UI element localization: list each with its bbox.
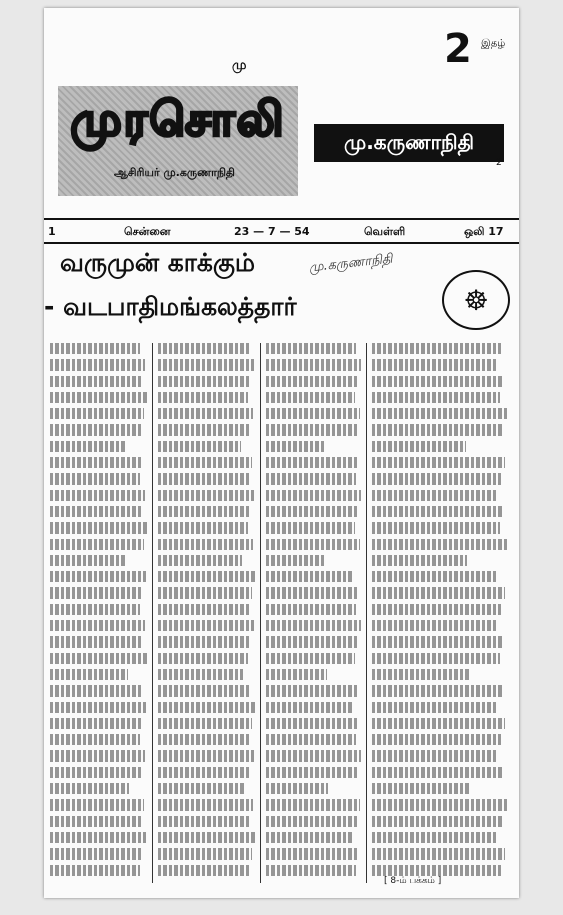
text-line xyxy=(50,522,147,533)
text-line xyxy=(372,473,501,484)
text-line xyxy=(50,490,145,501)
text-line xyxy=(158,685,250,696)
text-line xyxy=(158,539,253,550)
text-line xyxy=(50,865,140,876)
text-line xyxy=(372,799,507,810)
text-line xyxy=(158,343,249,354)
issue: ஒலி 17 xyxy=(464,225,504,238)
column-divider xyxy=(260,343,261,883)
text-line xyxy=(50,767,142,778)
text-line xyxy=(50,832,146,843)
newspaper-page xyxy=(44,8,519,898)
text-line xyxy=(266,783,328,794)
text-line xyxy=(158,816,250,827)
text-line xyxy=(158,490,254,501)
text-line xyxy=(158,799,253,810)
text-line xyxy=(372,604,501,615)
text-line xyxy=(50,750,145,761)
text-line xyxy=(266,376,358,387)
column-2 xyxy=(158,343,256,881)
text-line xyxy=(50,718,143,729)
text-line xyxy=(158,783,244,794)
text-line xyxy=(158,750,254,761)
tagline: ஆசிரியர் மு.கருணாநிதி xyxy=(114,166,235,179)
text-line xyxy=(266,343,356,354)
column-divider xyxy=(152,343,153,883)
rule-bottom xyxy=(44,242,519,244)
text-line xyxy=(158,424,250,435)
text-line xyxy=(266,408,360,419)
page-mark: 2 xyxy=(496,158,502,168)
text-line xyxy=(50,848,143,859)
text-line xyxy=(372,555,467,566)
emblem-icon: ☸ xyxy=(442,270,510,330)
text-line xyxy=(50,359,145,370)
day: வெள்ளி xyxy=(364,225,406,238)
text-line xyxy=(158,359,254,370)
text-line xyxy=(372,343,501,354)
text-line xyxy=(372,848,505,859)
date: 23 — 7 — 54 xyxy=(234,225,310,238)
text-line xyxy=(50,669,128,680)
text-line xyxy=(372,832,498,843)
text-line xyxy=(50,685,141,696)
text-line xyxy=(50,636,142,647)
text-line xyxy=(50,783,129,794)
text-line xyxy=(266,506,358,517)
text-line xyxy=(372,669,469,680)
text-line xyxy=(372,408,507,419)
author-banner: மு.கருணாநிதி xyxy=(314,124,504,162)
text-line xyxy=(266,767,358,778)
text-line xyxy=(372,653,500,664)
text-line xyxy=(158,604,249,615)
text-line xyxy=(158,571,255,582)
text-line xyxy=(158,636,251,647)
text-line xyxy=(266,734,356,745)
text-line xyxy=(50,587,143,598)
text-line xyxy=(50,392,147,403)
text-line xyxy=(266,490,361,501)
text-line xyxy=(372,865,501,876)
text-line xyxy=(372,571,498,582)
text-line xyxy=(158,506,251,517)
text-line xyxy=(50,653,147,664)
text-line xyxy=(50,376,142,387)
text-line xyxy=(158,457,252,468)
text-line xyxy=(266,816,357,827)
rule-top xyxy=(44,218,519,220)
newspaper-title: முரசொலி xyxy=(70,91,286,146)
text-line xyxy=(158,832,255,843)
headline-line1: வருமுன் காக்கும் xyxy=(60,248,256,277)
text-line xyxy=(266,424,357,435)
text-line xyxy=(50,441,126,452)
text-line xyxy=(50,457,143,468)
text-line xyxy=(50,816,141,827)
text-line xyxy=(266,571,354,582)
text-line xyxy=(266,865,356,876)
text-line xyxy=(158,848,252,859)
text-line xyxy=(372,750,497,761)
text-line xyxy=(266,636,358,647)
text-line xyxy=(50,620,145,631)
text-line xyxy=(372,783,470,794)
text-line xyxy=(372,441,466,452)
text-line xyxy=(158,669,243,680)
headline-line2: - வடபாதிமங்கலத்தார் xyxy=(44,292,297,321)
text-line xyxy=(372,718,505,729)
text-line xyxy=(372,490,497,501)
text-line xyxy=(266,522,355,533)
text-line xyxy=(158,408,253,419)
text-line xyxy=(266,799,360,810)
issue-number: 2 xyxy=(444,26,472,72)
text-line xyxy=(50,408,144,419)
text-line xyxy=(372,816,503,827)
masthead xyxy=(44,8,519,218)
column-1 xyxy=(50,343,148,881)
text-line xyxy=(50,555,127,566)
text-line xyxy=(266,685,357,696)
text-line xyxy=(372,376,504,387)
text-line xyxy=(50,506,142,517)
text-line xyxy=(158,441,241,452)
text-line xyxy=(372,734,501,745)
text-line xyxy=(266,457,359,468)
text-line xyxy=(158,653,248,664)
text-line xyxy=(266,848,359,859)
signature: மு.கருணாநிதி xyxy=(308,251,394,276)
city: சென்னை xyxy=(124,225,171,238)
text-line xyxy=(266,750,361,761)
text-line xyxy=(50,424,141,435)
continued-note: [ 8-ம் பக்கம் ] xyxy=(384,876,442,886)
text-line xyxy=(266,604,356,615)
text-line xyxy=(372,702,498,713)
text-line xyxy=(266,555,326,566)
issue-label: இதழ் xyxy=(481,38,506,49)
text-line xyxy=(372,587,505,598)
column-3 xyxy=(266,343,362,881)
text-line xyxy=(266,473,356,484)
text-line xyxy=(266,718,359,729)
text-line xyxy=(50,799,144,810)
text-line xyxy=(158,555,242,566)
top-mark: மு xyxy=(232,58,247,73)
text-line xyxy=(158,718,252,729)
text-line xyxy=(266,620,361,631)
dateline xyxy=(44,222,519,242)
text-line xyxy=(266,669,327,680)
text-line xyxy=(50,734,140,745)
text-line xyxy=(158,865,249,876)
text-line xyxy=(372,685,503,696)
text-line xyxy=(158,392,248,403)
text-line xyxy=(372,636,504,647)
text-line xyxy=(266,587,359,598)
text-line xyxy=(266,702,354,713)
text-line xyxy=(372,539,507,550)
column-4 xyxy=(372,343,508,881)
text-line xyxy=(266,441,326,452)
text-line xyxy=(158,376,251,387)
column-divider xyxy=(366,343,367,883)
text-line xyxy=(372,424,503,435)
text-line xyxy=(372,506,504,517)
text-line xyxy=(266,653,355,664)
text-line xyxy=(50,571,146,582)
text-line xyxy=(158,620,254,631)
text-line xyxy=(266,539,360,550)
text-line xyxy=(50,473,140,484)
text-line xyxy=(266,359,361,370)
text-line xyxy=(50,539,144,550)
text-line xyxy=(158,767,251,778)
text-line xyxy=(158,522,248,533)
text-line xyxy=(372,392,500,403)
text-line xyxy=(158,734,249,745)
text-line xyxy=(158,702,255,713)
text-line xyxy=(372,620,497,631)
text-line xyxy=(266,832,354,843)
text-line xyxy=(158,473,249,484)
text-line xyxy=(266,392,355,403)
volume: 1 xyxy=(48,225,56,238)
text-line xyxy=(372,767,504,778)
text-line xyxy=(50,343,140,354)
text-line xyxy=(158,587,252,598)
text-line xyxy=(372,457,505,468)
text-line xyxy=(372,359,497,370)
text-line xyxy=(372,522,500,533)
text-line xyxy=(50,604,140,615)
text-line xyxy=(50,702,146,713)
